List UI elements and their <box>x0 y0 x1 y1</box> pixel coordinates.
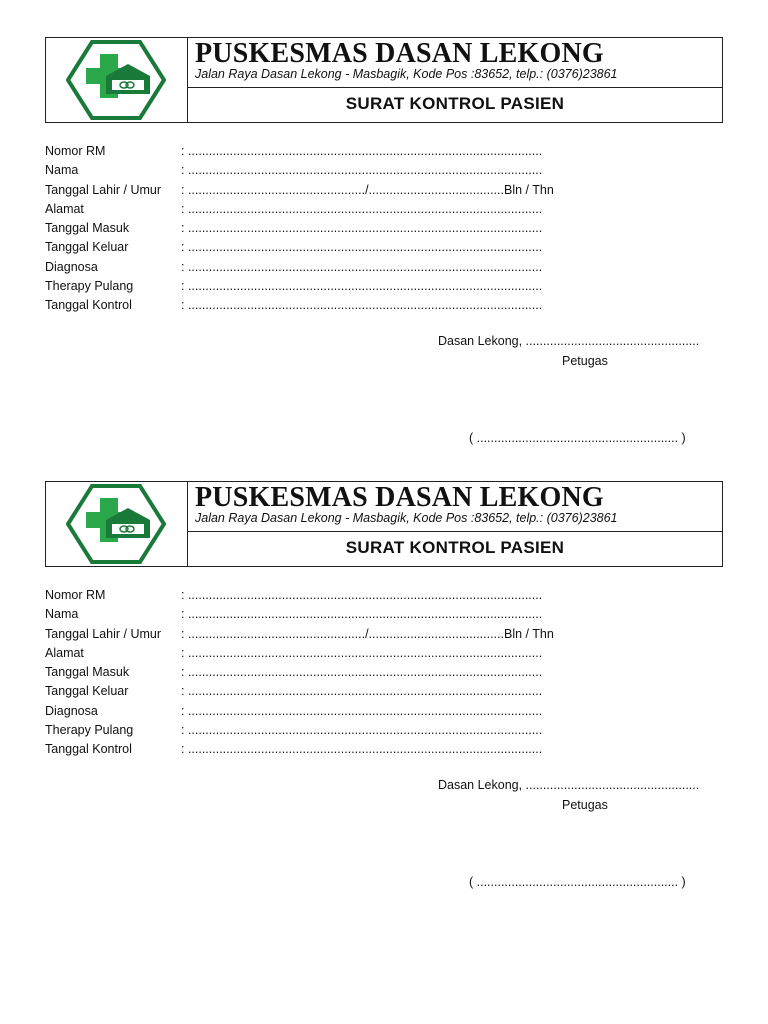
field-label: Alamat <box>45 645 84 660</box>
field-row <box>45 605 605 624</box>
field-blank: : ...................................................................................................... <box>181 298 543 313</box>
field-label: Tanggal Kontrol <box>45 742 132 757</box>
patient-fields <box>45 142 605 316</box>
field-label: Tanggal Kontrol <box>45 298 132 313</box>
field-row <box>45 277 605 296</box>
field-row <box>45 625 605 644</box>
patient-fields <box>45 586 605 760</box>
letterhead-top <box>188 38 722 88</box>
letterhead <box>45 481 723 567</box>
field-label: Diagnosa <box>45 703 98 718</box>
field-row <box>45 644 605 663</box>
field-label: Tanggal Masuk <box>45 221 130 236</box>
field-blank: : ...................................................................................................... <box>181 588 543 602</box>
field-row <box>45 181 605 200</box>
field-blank: : ...................................................................................................... <box>181 607 543 622</box>
field-label: Alamat <box>45 201 84 216</box>
officer-label: Petugas <box>562 798 608 812</box>
org-name: PUSKESMAS DASAN LEKONG <box>195 38 604 69</box>
field-row <box>45 721 605 740</box>
field-blank: : ...................................................................................................... <box>181 259 543 274</box>
field-row <box>45 161 605 180</box>
field-row <box>45 586 605 605</box>
letterhead-top <box>188 482 722 532</box>
field-label: Therapy Pulang <box>45 723 134 738</box>
field-blank: : .................................................../.......................................Bln / Thn <box>181 182 554 197</box>
org-address: Jalan Raya Dasan Lekong - Masbagik, Kode Pos :83652, telp.: (0376)23861 <box>195 511 618 525</box>
field-label: Tanggal Masuk <box>45 665 130 680</box>
field-blank: : ...................................................................................................... <box>181 723 543 738</box>
officer-label: Petugas <box>562 354 608 368</box>
field-blank: : ...................................................................................................... <box>181 703 543 718</box>
field-label: Nama <box>45 163 79 178</box>
field-row <box>45 682 605 701</box>
field-blank: : ...................................................................................................... <box>181 201 543 216</box>
field-blank: : ...................................................................................................... <box>181 240 543 255</box>
signature-line: ( .......................................................... ) <box>469 875 686 889</box>
puskesmas-logo-icon <box>66 40 166 120</box>
logo-cell <box>46 482 188 566</box>
field-row <box>45 296 605 315</box>
org-address: Jalan Raya Dasan Lekong - Masbagik, Kode Pos :83652, telp.: (0376)23861 <box>195 67 618 81</box>
field-blank: : ...................................................................................................... <box>181 163 543 178</box>
field-blank: : ...................................................................................................... <box>181 665 543 680</box>
field-label: Diagnosa <box>45 259 98 274</box>
control-letter-form <box>0 444 768 888</box>
place-date-line: Dasan Lekong, .................................................. <box>438 334 700 348</box>
signature-line: ( .......................................................... ) <box>469 431 686 445</box>
letterhead-bottom <box>188 88 722 122</box>
field-label: Tanggal Keluar <box>45 684 129 699</box>
logo-cell <box>46 38 188 122</box>
field-label: Nomor RM <box>45 144 106 158</box>
letterhead <box>45 37 723 123</box>
field-blank: : ...................................................................................................... <box>181 684 543 699</box>
org-name: PUSKESMAS DASAN LEKONG <box>195 482 604 513</box>
document-title: SURAT KONTROL PASIEN <box>345 94 565 113</box>
field-label: Therapy Pulang <box>45 279 134 294</box>
field-row <box>45 740 605 759</box>
field-row <box>45 200 605 219</box>
field-blank: : ...................................................................................................... <box>181 645 543 660</box>
field-label: Tanggal Lahir / Umur <box>45 182 162 197</box>
field-row <box>45 142 605 161</box>
field-row <box>45 219 605 238</box>
field-blank: : ...................................................................................................... <box>181 144 543 158</box>
field-label: Tanggal Lahir / Umur <box>45 626 162 641</box>
field-row <box>45 238 605 257</box>
control-letter-form <box>0 0 768 444</box>
letterhead-bottom <box>188 532 722 566</box>
document-title: SURAT KONTROL PASIEN <box>345 538 565 557</box>
field-row <box>45 663 605 682</box>
field-row <box>45 258 605 277</box>
place-date-line: Dasan Lekong, .................................................. <box>438 778 700 792</box>
field-blank: : ...................................................................................................... <box>181 279 543 294</box>
field-label: Nomor RM <box>45 588 106 602</box>
field-blank: : ...................................................................................................... <box>181 742 543 757</box>
field-row <box>45 702 605 721</box>
field-label: Tanggal Keluar <box>45 240 129 255</box>
puskesmas-logo-icon <box>66 484 166 564</box>
field-label: Nama <box>45 607 79 622</box>
field-blank: : ...................................................................................................... <box>181 221 543 236</box>
field-blank: : .................................................../.......................................Bln / Thn <box>181 626 554 641</box>
